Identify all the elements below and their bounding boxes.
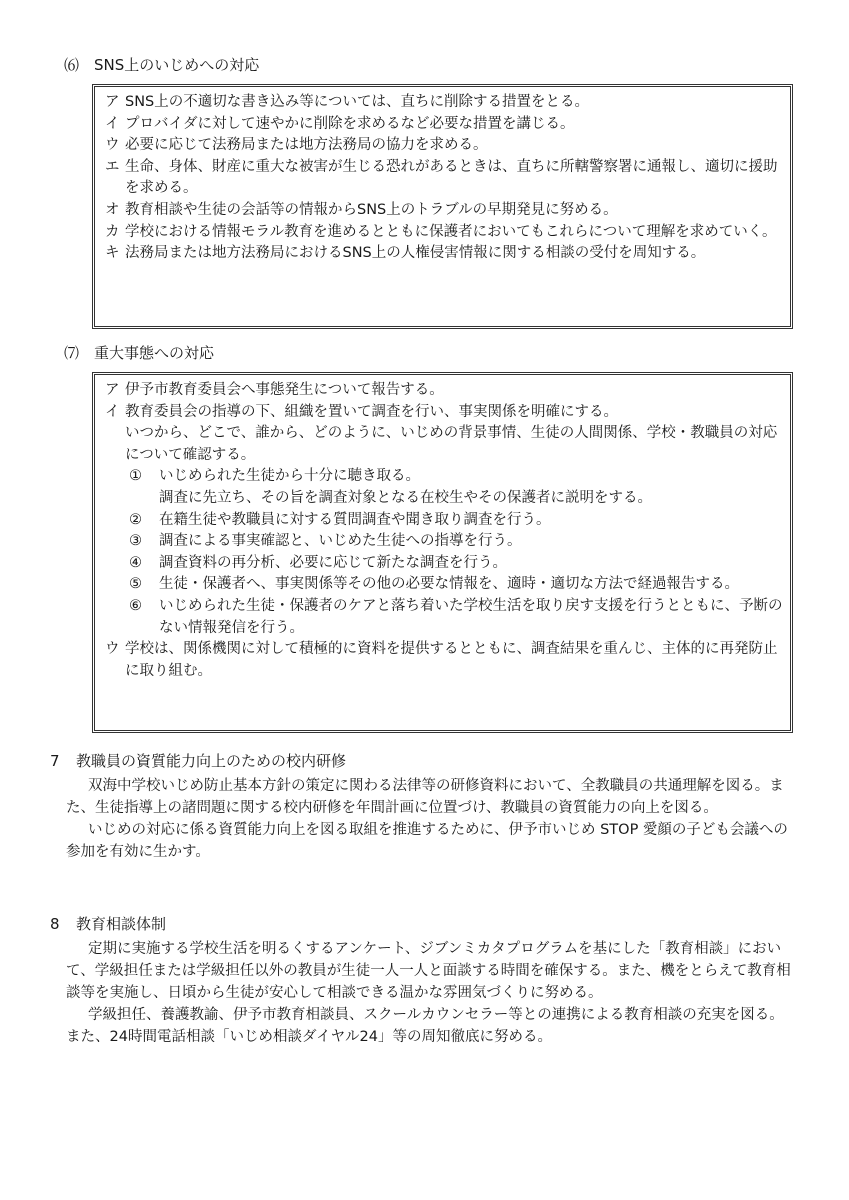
list-item: オ 教育相談や生徒の会話等の情報からSNS上のトラブルの早期発見に努める。	[105, 201, 618, 218]
section-number: ⑺	[64, 344, 80, 362]
section-title: 教職員の資質能力向上のための校内研修	[76, 752, 347, 770]
list-item: カ 学校における情報モラル教育を進めるとともに保護者においてもこれらについて理解を求めていく。	[105, 223, 777, 240]
paragraph: 学級担任、養護教諭、伊予市教育相談員、スクールカウンセラー等との連携による教育相談の充実を図る。また、24時間電話相談「いじめ相談ダイヤル24」等の周知徹底に努める。	[66, 1007, 784, 1045]
serious-incident-box	[92, 372, 793, 733]
list-item: エ 生命、身体、財産に重大な被害が生じる恐れがあるときは、直ちに所轄警察署に通報し、適切に援助を求める。	[105, 158, 778, 197]
section-number: 7	[50, 752, 60, 770]
list-item: イ プロバイダに対して速やかに削除を求めるなど必要な措置を講じる。	[105, 115, 575, 132]
sub-item: ⑤ 生徒・保護者へ、事実関係等その他の必要な情報を、適時・適切な方法で経過報告する。	[129, 576, 739, 593]
item-note: いつから、どこで、誰から、どのように、いじめの背景事情、生徒の人間関係、学校・教職員の対応について確認する。	[125, 425, 778, 463]
paragraph: 定期に実施する学校生活を明るくするアンケート、ジブンミカタプログラムを基にした「教育相談」において、学級担任または学級担任以外の教員が生徒一人一人と面談する時間を確保する。また、機をとらえて教育相談等を実施し、日頃から生徒が安心して相談できる温かな雰囲気づくりに努める。	[66, 941, 791, 1001]
paragraph: 双海中学校いじめ防止基本方針の策定に関わる法律等の研修資料において、全教職員の共通理解を図る。また、生徒指導上の諸問題に関する校内研修を年間計画に位置づけ、教職員の資質能力の向上を図る。	[66, 778, 784, 816]
sub-item: ① いじめられた生徒から十分に聴き取る。	[129, 468, 420, 485]
section-counseling-heading	[50, 914, 166, 934]
training-paragraphs	[66, 775, 796, 863]
list-item: ウ 学校は、関係機関に対して積極的に資料を提供するとともに、調査結果を重んじ、主体的に再発防止に取り組む。	[105, 641, 778, 679]
list-item: ウ 必要に応じて法務局または地方法務局の協力を求める。	[105, 137, 488, 154]
section-7-heading	[64, 343, 214, 363]
sub-item: ⑥ いじめられた生徒・保護者のケアと落ち着いた学校生活を取り戻す支援を行うとともに、予断のない情報発信を行う。	[129, 597, 783, 636]
list-item: イ 教育委員会の指導の下、組織を置いて調査を行い、事実関係を明確にする。	[105, 403, 618, 420]
list-item: ア 伊予市教育委員会へ事態発生について報告する。	[105, 382, 444, 398]
list-item: キ 法務局または地方法務局におけるSNS上の人権侵害情報に関する相談の受付を周知する。	[105, 245, 706, 262]
sub-item: ④ 調査資料の再分析、必要に応じて新たな調査を行う。	[129, 554, 507, 571]
section-title: 教育相談体制	[76, 915, 167, 933]
sub-item: ② 在籍生徒や教職員に対する質問調査や聞き取り調査を行う。	[129, 511, 551, 528]
sub-item: ③ 調査による事実確認と、いじめた生徒への指導を行う。	[129, 533, 522, 550]
section-title: SNS上のいじめへの対応	[94, 56, 260, 74]
section-number: ⑹	[64, 56, 80, 74]
section-title: 重大事態への対応	[94, 344, 215, 362]
section-training-heading	[50, 751, 346, 771]
section-number: 8	[50, 915, 60, 933]
paragraph: いじめの対応に係る資質能力向上を図る取組を推進するために、伊予市いじめ STOP 愛顔の子ども会議への参加を有効に生かす。	[66, 822, 788, 860]
list-item: ア SNS上の不適切な書き込み等については、直ちに削除する措置をとる。	[105, 94, 589, 110]
counseling-paragraphs	[66, 938, 796, 1048]
sns-measures-box	[92, 84, 793, 329]
sub-item-note: 調査に先立ち、その旨を調査対象となる在校生やその保護者に説明をする。	[159, 489, 652, 506]
section-6-heading	[64, 55, 259, 75]
